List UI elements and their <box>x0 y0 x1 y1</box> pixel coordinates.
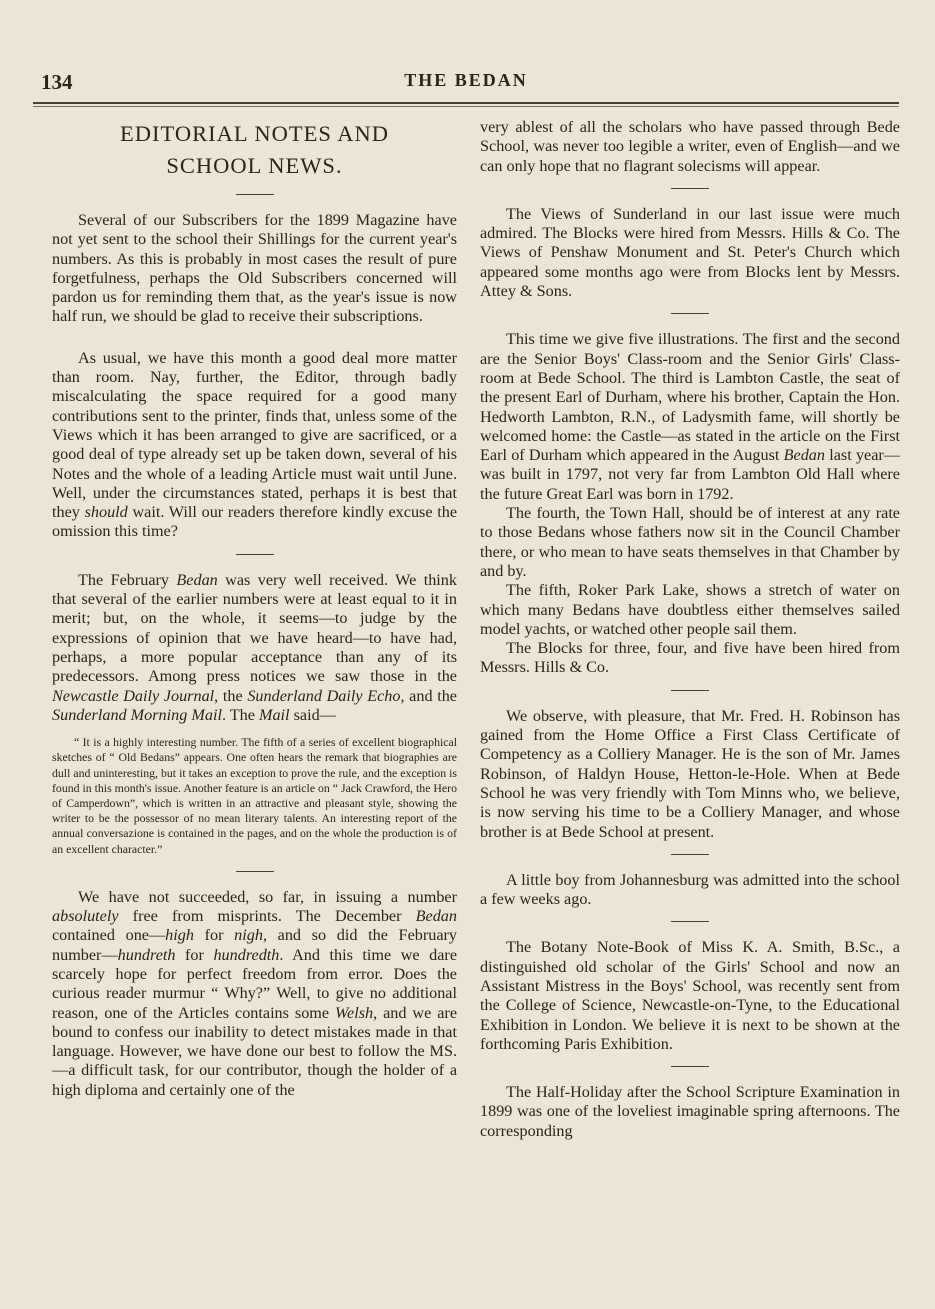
article-title <box>52 118 457 182</box>
paragraph-views-of-sunderland: The Views of Sunderland in our last issue were much admired. The Blocks were hired from Messrs. Hills & Co. The Views of Penshaw Monument and St. Peter's Church which appeared some months ago were from Blocks lent by Messrs. Attey & Sons. <box>480 204 900 301</box>
header-rule <box>33 102 899 104</box>
section-divider <box>671 1066 709 1067</box>
section-divider <box>671 313 709 314</box>
page-header <box>33 66 899 96</box>
section-divider <box>236 194 274 195</box>
section-divider <box>236 554 274 555</box>
paragraph-fred-robinson: We observe, with pleasure, that Mr. Fred. H. Robinson has gained from the Home Office a First Class Certificate of Competency as a Colliery Manager. He is the son of Mr. James Robinson, of Haldyn House, Hetton-le-Hole. When at Bede School he was very friendly with Tom Minns who, we believe, is now serving his time to be a Colliery Manager, and whose brother is at Bede School at present. <box>480 706 900 841</box>
section-divider <box>671 690 709 691</box>
paragraph-town-hall: The fourth, the Town Hall, should be of interest at any rate to those Bedans whose fathers now sit in the Council Chamber there, or who mean to have seats themselves in that Chamber by and by. <box>480 504 900 580</box>
paragraph-misprints: We have not succeeded, so far, in issuing a number absolutely free from misprints. The December Bedan contained one—high for nigh, and so did the February number—hundreth for hundredth. And this time we dare scarcely hope for perfect freedom from error. Does the curious reader murmur “ Why?” Well, to give no additional reason, one of the Articles contains some Welsh, and we are bound to confess our inability to detect mistakes made in that language. However, we have done our best to follow the MS.—a difficult task, for our contributor, though the holder of a high diploma and certainly one of the <box>52 887 458 1099</box>
paragraph-johannesburg: A little boy from Johannesburg was admitted into the school a few weeks ago. <box>480 870 900 909</box>
section-divider <box>671 188 709 189</box>
section-divider <box>671 854 709 855</box>
press-quote: “ It is a highly interesting number. The fifth of a series of excellent biographical sketches of “ Old Bedans” appears. One often hears the remark that biographies are dull and uninteresting, but it takes an exception to prove the rule, and the exception is found in this month's issue. Another feature is an article on “ Jack Crawford, the Hero of Camperdown”, which is written in an attractive and pleasant style, showing the writer to be the possessor of no mean literary talents. An interesting report of the annual conversazione is contained in the pages, and on the whole the production is of an excellent character.” <box>52 735 457 856</box>
paragraph-ablest-scholars: very ablest of all the scholars who have passed through Bede School, was never too legible a writer, even of English—and we can only hope that no flagrant solecisms will appear. <box>480 118 900 175</box>
section-divider <box>236 871 274 872</box>
paragraph-roker-park-lake: The fifth, Roker Park Lake, shows a stretch of water on which many Bedans have doubtless either themselves sailed model yachts, or watched other people sail them. <box>480 581 900 638</box>
header-rule-thin <box>33 106 899 107</box>
right-column <box>480 118 900 1141</box>
running-title: THE BEDAN <box>404 70 528 90</box>
paragraph-half-holiday: The Half-Holiday after the School Scripture Examination in 1899 was one of the loveliest imaginable spring afternoons. The corresponding <box>480 1083 900 1140</box>
paragraph-botany-notebook: The Botany Note-Book of Miss K. A. Smith, B.Sc., a distinguished old scholar of the Girls' School and now an Assistant Mistress in the Boys' School, was recently sent from the College of Science, Newcastle-on-Tyne, to the Educational Exhibition in London. We believe it is next to be shown at the forthcoming Paris Exhibition. <box>480 938 900 1053</box>
paragraph-gap <box>52 327 457 349</box>
left-column <box>52 118 457 1100</box>
paragraph-five-illustrations: This time we give five illustrations. The first and the second are the Senior Boys' Class-room and the Senior Girls' Class-room at Bede School. The third is Lambton Castle, the seat of the present Earl of Durham, where his brother, Captain the Hon. Hedworth Lambton, R.N., of Ladysmith fame, will shortly be welcomed home: the Castle—as stated in the article on the First Earl of Durham which appeared in the August Bedan last year—was built in 1797, not very far from Lambton Old Hall where the future Great Earl was born in 1792. <box>480 330 901 503</box>
paragraph-blocks-hired: The Blocks for three, four, and five have been hired from Messrs. Hills & Co. <box>480 639 900 677</box>
paragraph-february-bedan: The February Bedan was very well received. We think that several of the earlier numbers were at least equal to it in merit; but, on the whole, it seems—to judge by the expressions of opinion that we have heard—to have had, perhaps, a more popular acceptance than any of its predecessors. Among press notices we saw those in the Newcastle Daily Journal, the Sunderland Daily Echo, and the Sunderland Morning Mail. The Mail said— <box>52 570 457 724</box>
article-title-line1: EDITORIAL NOTES AND <box>120 121 389 146</box>
page-number: 134 <box>41 70 73 94</box>
paragraph-matter-than-room: As usual, we have this month a good deal more matter than room. Nay, further, the Editor, through badly miscalculating the space required for a good many contributions sent to the printer, finds that, unless some of the Views which it has been arranged to give are sacrificed, or a good deal of type already set up be taken down, several of his Notes and the whole of a leading Article must wait until June. Well, under the circumstances stated, perhaps it is best that they should wait. Will our readers therefore kindly excuse the omission this time? <box>52 348 457 541</box>
paragraph-subscribers: Several of our Subscribers for the 1899 Magazine have not yet sent to the school their Shillings for the current year's numbers. As this is probably in most cases the result of pure forgetfulness, perhaps the Old Subscribers concerned will pardon us for reminding them that, as the year's issue is now half run, we should be glad to receive their subscriptions. <box>52 211 457 326</box>
article-title-line2: SCHOOL NEWS. <box>166 153 343 178</box>
section-divider <box>671 921 709 922</box>
